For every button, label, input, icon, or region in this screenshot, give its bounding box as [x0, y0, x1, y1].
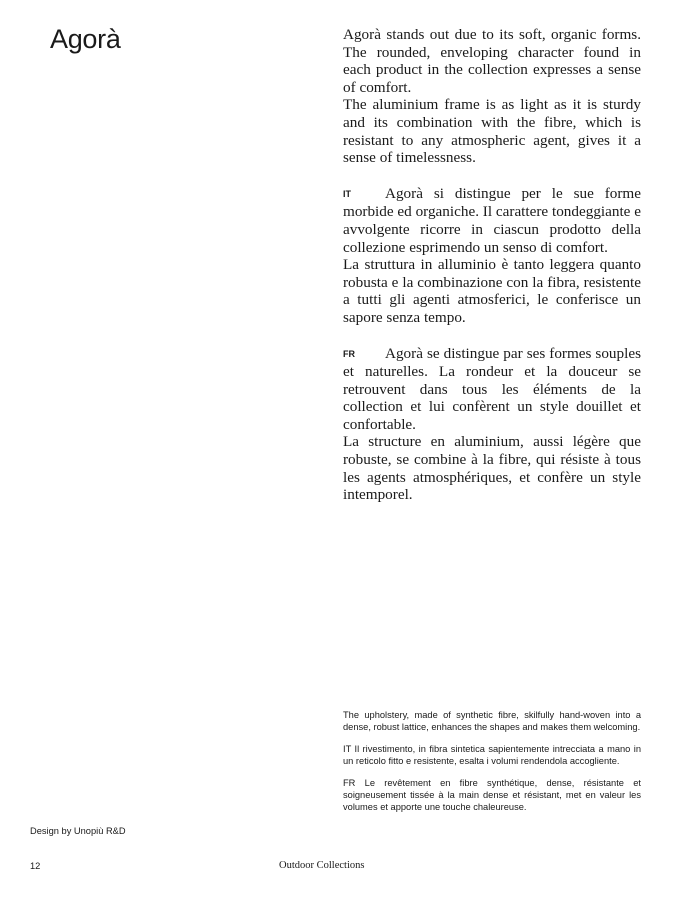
footer-title: Outdoor Collections [279, 860, 365, 871]
french-language-tag: FR [343, 348, 355, 359]
caption-french: FR Le revêtement en fibre synthétique, dense, résistante et soigneusement tissée à la main dense et résistant, met en valeur les volumes et apporte une touche chaleureuse. [343, 778, 641, 812]
italian-paragraph-2: La struttura in alluminio è tanto leggera quanto robusta e la combinazione con la fibra, resistente a tutti gli agenti atmosferici, le conferisce un sapore senza tempo. [343, 256, 641, 326]
french-block [343, 345, 641, 504]
italian-paragraph-1 [343, 185, 641, 256]
caption-italian: IT Il rivestimento, in fibra sintetica sapientemente intrecciata a mano in un reticolo fitto e resistente, esalta i volumi rendendola accogliente. [343, 744, 641, 766]
italian-block [343, 185, 641, 327]
italian-paragraph-1-text: Agorà si distingue per le sue forme morbide ed organiche. Il carattere tondeggiante e avvolgente ricorre in ciascun prodotto della collezione esprimendo un senso di comfort. [343, 184, 641, 256]
french-paragraph-1 [343, 345, 641, 434]
page-number: 12 [30, 861, 41, 871]
caption-english: The upholstery, made of synthetic fibre, skilfully hand-woven into a dense, robust lattice, enhances the shapes and makes them welcoming. [343, 710, 641, 732]
english-paragraph-2: The aluminium frame is as light as it is sturdy and its combination with the fibre, which is resistant to any atmospheric agent, gives it a sense of timelessness. [343, 96, 641, 167]
design-credit: Design by Unopiù R&D [30, 826, 126, 836]
english-block [343, 26, 641, 167]
image-caption [343, 709, 641, 813]
body-text-column [343, 26, 641, 504]
french-paragraph-1-text: Agorà se distingue par ses formes souples et naturelles. La rondeur et la douceur se retrouvent dans tous les éléments de la collection et lui confèrent un style douillet et confortable. [343, 344, 641, 433]
italian-language-tag: IT [343, 188, 351, 199]
english-paragraph-1: Agorà stands out due to its soft, organic forms. The rounded, enveloping character found in each product in the collection expresses a sense of comfort. [343, 26, 641, 96]
french-paragraph-2: La structure en aluminium, aussi légère que robuste, se combine à la fibre, qui résiste à tous les agents atmosphériques, et confère un style intemporel. [343, 433, 641, 504]
page-title: Agorà [50, 24, 121, 54]
